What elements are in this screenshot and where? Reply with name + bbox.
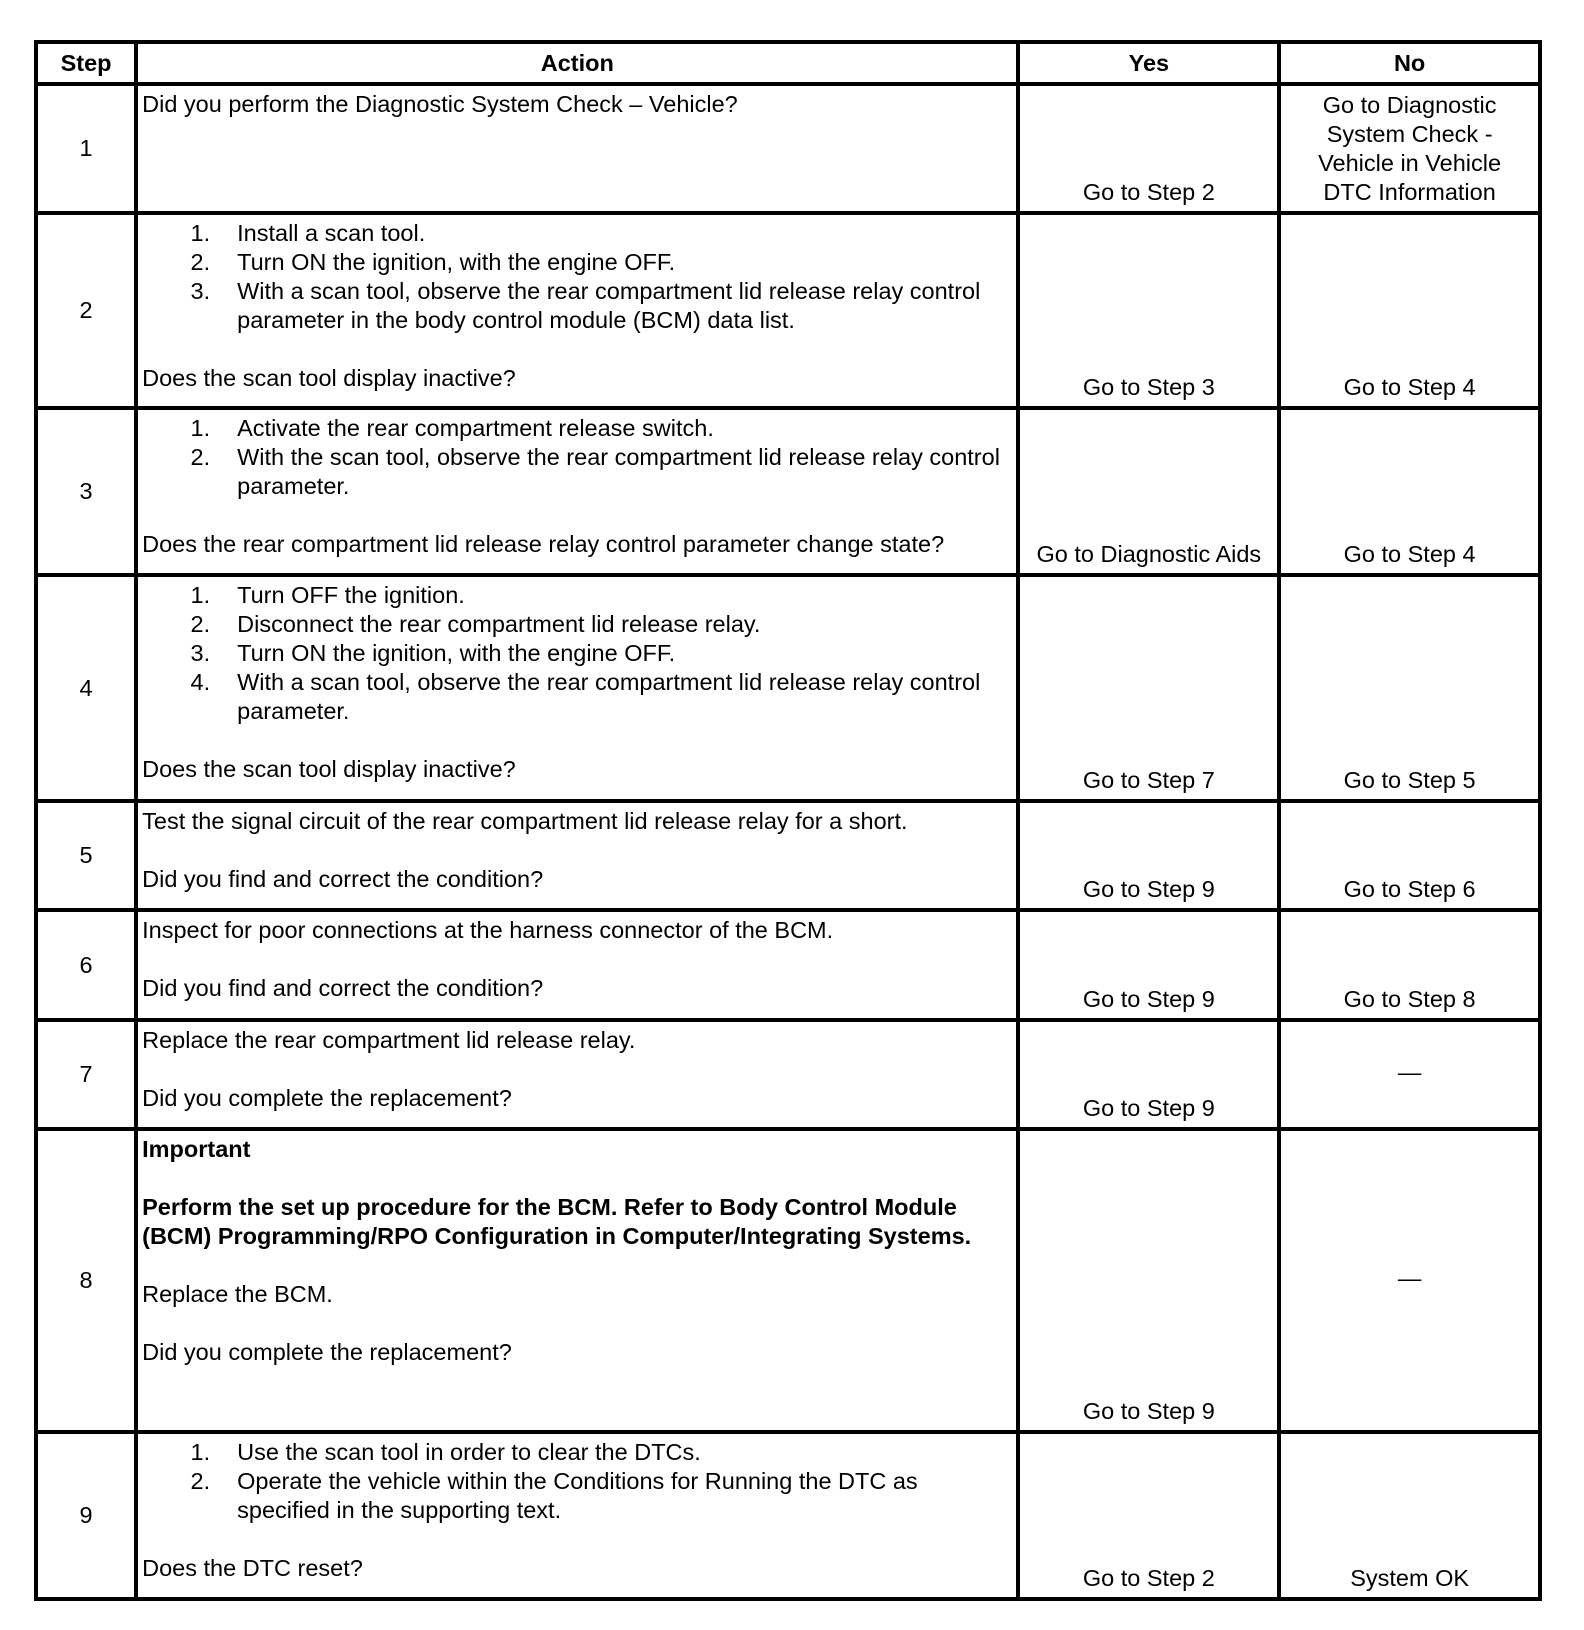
action-question: Did you complete the replacement? (142, 1084, 512, 1111)
no-line: Vehicle in Vehicle (1318, 150, 1502, 177)
action-cell (136, 801, 1018, 911)
action-question: Did you complete the replacement? (142, 1339, 512, 1366)
action-cell (136, 910, 1018, 1020)
diagnostic-table (34, 40, 1542, 1601)
step-number: 1 (36, 84, 136, 213)
step-number: 4 (36, 575, 136, 800)
action-question: Does the scan tool display inactive? (142, 365, 516, 392)
list-item: 2. Turn ON the ignition, with the engine OFF. (190, 249, 676, 276)
action-question: Did you find and correct the condition? (142, 975, 544, 1002)
no-line: DTC Information (1323, 179, 1496, 206)
list-item: 2. Disconnect the rear compartment lid release relay. (190, 611, 761, 638)
no-cell: System OK (1279, 1432, 1540, 1599)
list-item: 3. Turn ON the ignition, with the engine OFF. (190, 640, 676, 667)
important-text: Perform the set up procedure for the BCM. Refer to Body Control Module (BCM) Programming/RPO Configuration in Computer/Integrating Systems. (142, 1194, 972, 1250)
no-cell: Go to Step 4 (1279, 408, 1540, 575)
no-cell: Go to Step 4 (1279, 213, 1540, 408)
no-cell (1279, 84, 1540, 213)
step-number: 6 (36, 910, 136, 1020)
step-number: 2 (36, 213, 136, 408)
table-row (36, 575, 1540, 800)
table-row (36, 408, 1540, 575)
action-question: Does the rear compartment lid release relay control parameter change state? (142, 531, 945, 558)
yes-cell: Go to Step 9 (1018, 1020, 1279, 1130)
no-cell: Go to Step 8 (1279, 910, 1540, 1020)
no-cell: Go to Step 5 (1279, 575, 1540, 800)
yes-cell: Go to Step 7 (1018, 575, 1279, 800)
no-cell: — (1279, 1020, 1540, 1130)
list-item: 1. Turn OFF the ignition. (190, 582, 465, 609)
yes-cell: Go to Step 2 (1018, 84, 1279, 213)
table-row (36, 213, 1540, 408)
header-action: Action (136, 42, 1018, 84)
action-text: Replace the BCM. (142, 1281, 333, 1308)
action-question: Did you perform the Diagnostic System Check – Vehicle? (142, 91, 738, 117)
action-cell (136, 575, 1018, 800)
table-row (36, 1432, 1540, 1599)
action-question: Does the scan tool display inactive? (142, 756, 516, 783)
list-item: 1. Install a scan tool. (190, 220, 426, 247)
list-item: 3. With a scan tool, observe the rear compartment lid release relay control parameter in the body control module (BCM) data list. (190, 278, 981, 334)
action-cell (136, 84, 1018, 213)
action-cell (136, 1432, 1018, 1599)
action-cell (136, 1020, 1018, 1130)
table-row (36, 910, 1540, 1020)
yes-cell: Go to Step 2 (1018, 1432, 1279, 1599)
action-text: Inspect for poor connections at the harness connector of the BCM. (142, 917, 834, 944)
table-header-row (36, 42, 1540, 84)
step-number: 5 (36, 801, 136, 911)
list-item: 2. Operate the vehicle within the Conditions for Running the DTC as specified in the supporting text. (190, 1468, 918, 1523)
header-no: No (1279, 42, 1540, 84)
no-line: System Check - (1326, 121, 1493, 148)
list-item: 2. With the scan tool, observe the rear compartment lid release relay control parameter. (190, 444, 1000, 500)
list-item: 1. Use the scan tool in order to clear the DTCs. (190, 1439, 701, 1465)
table-row (36, 1020, 1540, 1130)
yes-cell: Go to Step 3 (1018, 213, 1279, 408)
action-cell (136, 213, 1018, 408)
list-item: 4. With a scan tool, observe the rear compartment lid release relay control parameter. (190, 669, 981, 725)
step-number: 8 (36, 1129, 136, 1432)
table-row (36, 801, 1540, 911)
action-text: Test the signal circuit of the rear compartment lid release relay for a short. (142, 807, 908, 834)
action-list (142, 414, 1012, 501)
action-list (142, 581, 1012, 726)
action-question: Did you find and correct the condition? (142, 865, 544, 892)
action-text: Replace the rear compartment lid release relay. (142, 1026, 636, 1053)
action-question: Does the DTC reset? (142, 1555, 363, 1581)
header-step: Step (36, 42, 136, 84)
no-line: Go to Diagnostic (1322, 92, 1497, 119)
yes-cell: Go to Diagnostic Aids (1018, 408, 1279, 575)
yes-cell: Go to Step 9 (1018, 910, 1279, 1020)
action-list (142, 1438, 1012, 1525)
action-list (142, 219, 1012, 335)
no-cell: — (1279, 1129, 1540, 1432)
no-cell: Go to Step 6 (1279, 801, 1540, 911)
action-cell (136, 408, 1018, 575)
yes-cell: Go to Step 9 (1018, 1129, 1279, 1432)
header-yes: Yes (1018, 42, 1279, 84)
yes-cell: Go to Step 9 (1018, 801, 1279, 911)
step-number: 7 (36, 1020, 136, 1130)
important-label: Important (142, 1136, 251, 1163)
table-row (36, 1129, 1540, 1432)
step-number: 9 (36, 1432, 136, 1599)
table-row (36, 84, 1540, 213)
list-item: 1. Activate the rear compartment release switch. (190, 415, 714, 442)
action-cell (136, 1129, 1018, 1432)
step-number: 3 (36, 408, 136, 575)
